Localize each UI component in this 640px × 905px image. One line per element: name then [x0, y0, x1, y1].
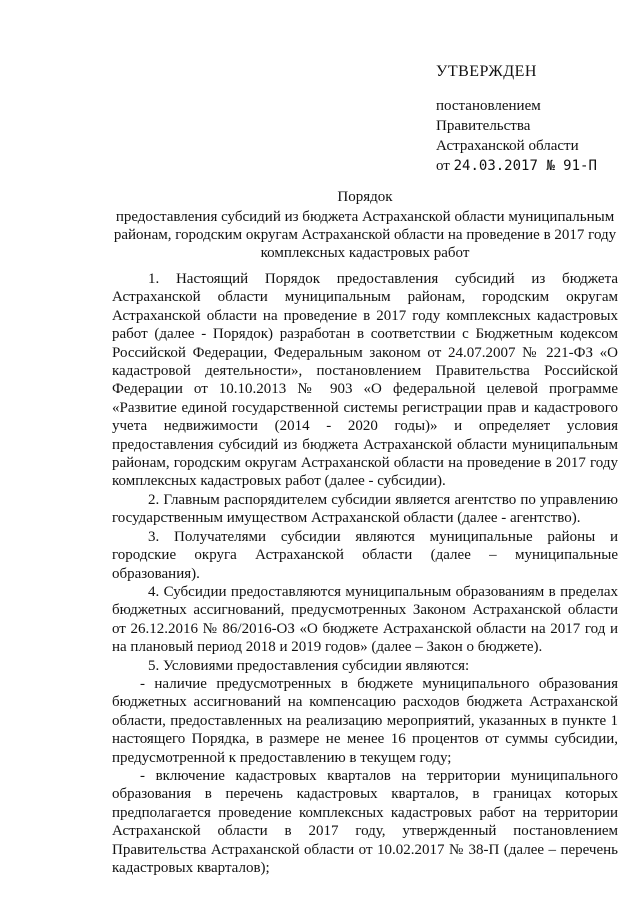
paragraph-2: 2. Главным распорядителем субсидии является агентство по управлению государственным имуществом Астраханской области (далее - агентство). — [112, 491, 618, 527]
paragraph-3: 3. Получателями субсидии являются муниципальные районы и городские округа Астраханской области (далее – муниципальные образования). — [112, 528, 618, 582]
document-title: Порядок — [337, 189, 393, 205]
approval-date-stamp: 24.03.2017 № 91-П — [453, 158, 597, 174]
paragraph-1: 1. Настоящий Порядок предоставления субсидий из бюджета Астраханской области муниципальным районам, городским округам Астраханской области на проведение в 2017 году комплексных кадастровых работ (далее - Порядок) разработан в соответствии с Бюджетным кодексом Российской Федерации, Федеральным законом от 24.07.2007 № 221-ФЗ «О кадастровой деятельности», постановлением Правительства Российской Федерации от 10.10.2013 № 903 «О федеральной целевой программе «Развитие единой государственной системы регистрации прав и кадастрового учета недвижимости (2014 - 2020 годы)» и определяет условия предоставления субсидий из бюджета Астраханской области муниципальным районам, городским округам Астраханской области на проведение в 2017 году комплексных кадастровых работ (далее - субсидии). — [112, 271, 618, 490]
approval-date-prefix: от — [436, 158, 450, 174]
condition-item-1: - наличие предусмотренных в бюджете муниципального образования бюджетных ассигнований на компенсацию расходов бюджета Астраханской области, предоставленных на реализацию мероприятий, указанных в пункте 1 настоящего Порядка, в размере не менее 16 процентов от суммы субсидии, предусмотренной к предоставлению в текущем году; — [112, 675, 618, 766]
approval-block — [436, 62, 597, 176]
approval-line-2: Правительства — [436, 118, 531, 134]
document-subtitle: предоставления субсидий из бюджета Астраханской области муниципальным районам, городским округам Астраханской области на проведение в 2017 году комплексных кадастровых работ — [113, 209, 617, 261]
condition-item-2: - включение кадастровых кварталов на территории муниципального образования в перечень кадастровых кварталов, в границах которых предполагается проведение комплексных кадастровых работ на территории Астраханской области в 2017 году, утвержденный постановлением Правительства Астраханской области от 10.02.2017 № 38-П (далее – перечень кадастровых кварталов); — [112, 767, 618, 876]
document-body — [112, 270, 618, 877]
approval-line-3: Астраханской области — [436, 138, 579, 154]
approval-date-line — [436, 156, 597, 176]
paragraph-5: 5. Условиями предоставления субсидии являются: — [148, 657, 470, 674]
paragraph-4: 4. Субсидии предоставляются муниципальным образованиям в пределах бюджетных ассигнований, предусмотренных Законом Астраханской области от 26.12.2016 № 86/2016-ОЗ «О бюджете Астраханской области на 2017 год и на плановый период 2018 и 2019 годов» (далее – Закон о бюджете). — [112, 583, 618, 656]
approval-heading: УТВЕРЖДЕН — [436, 63, 537, 80]
approval-line-1: постановлением — [436, 98, 541, 114]
